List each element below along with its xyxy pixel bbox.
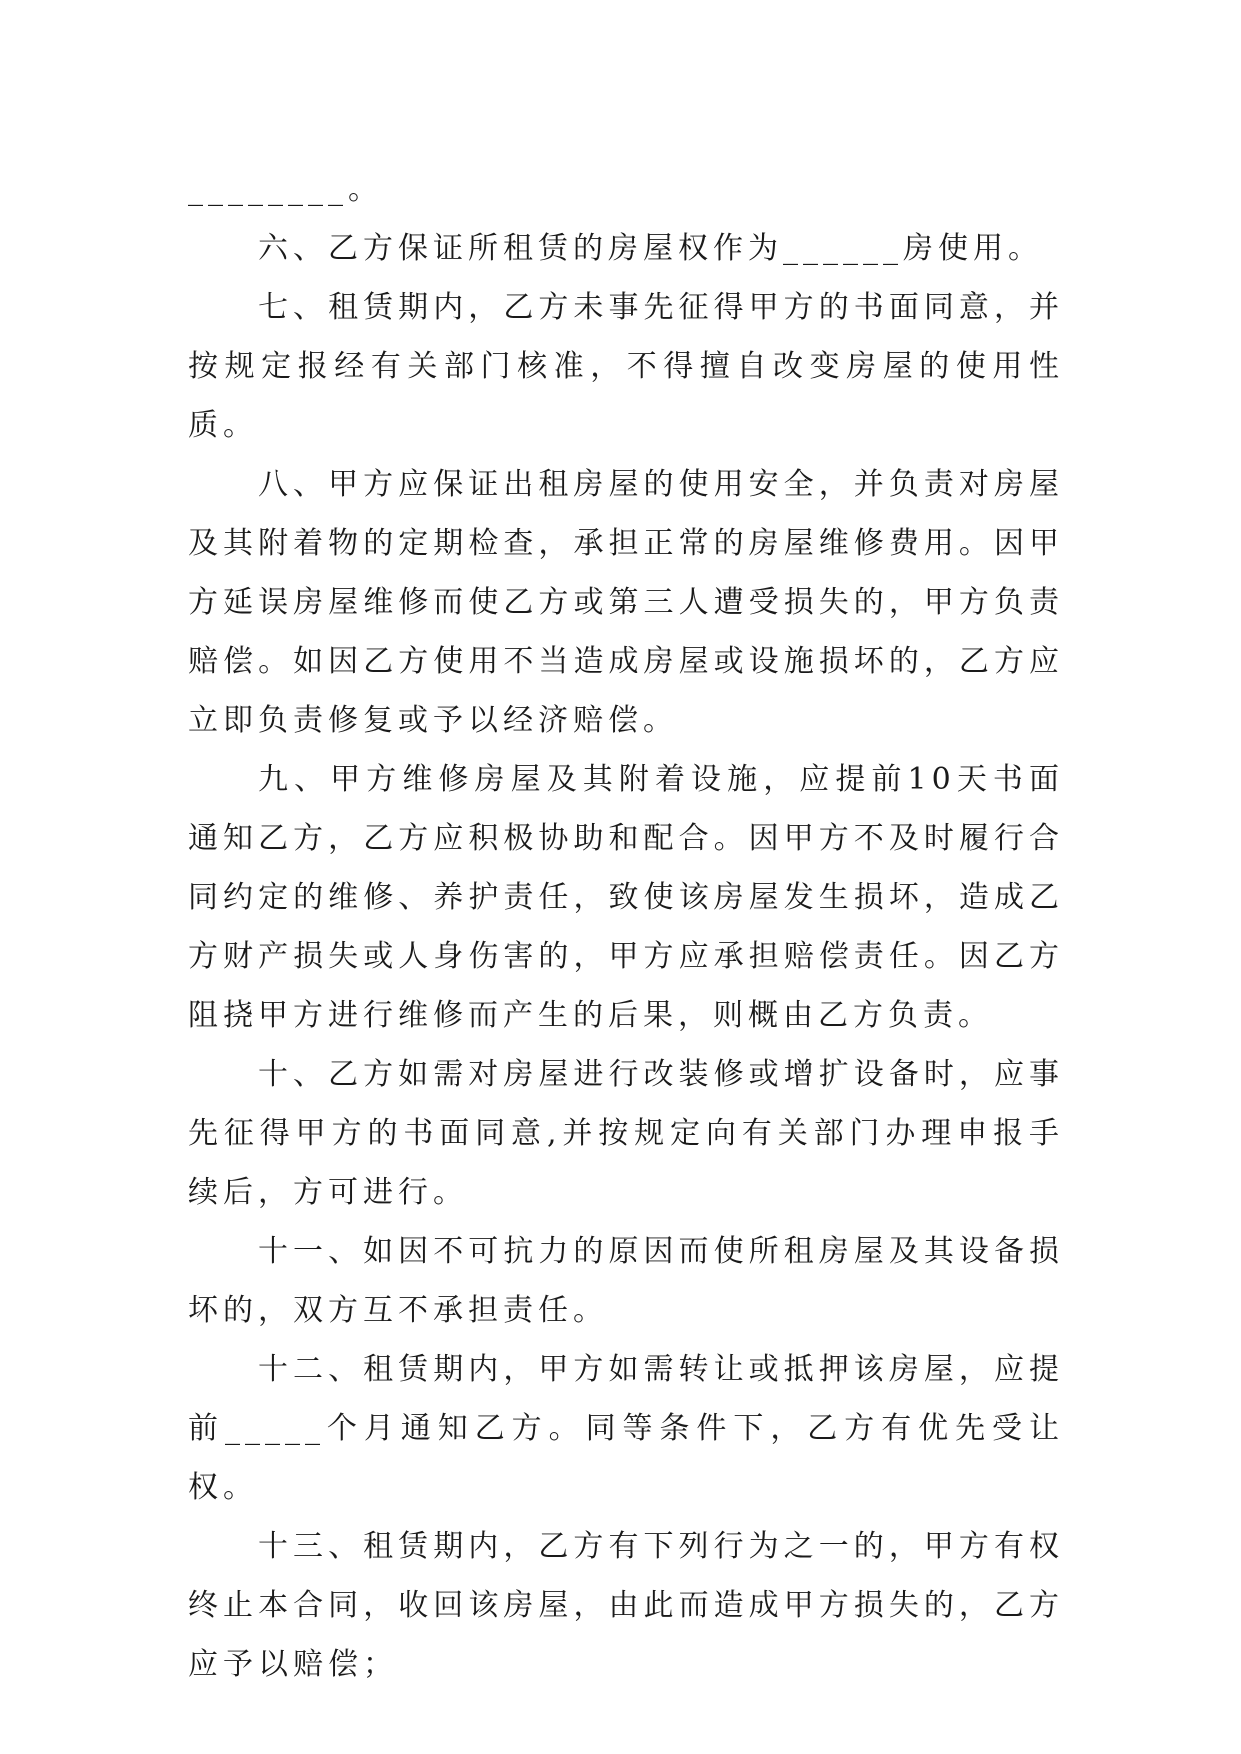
clause-12: 十二、租赁期内，甲方如需转让或抵押该房屋，应提前_____个月通知乙方。同等条件下，乙方有优先受让权。 [188,1352,1064,1505]
clause-13: 十三、租赁期内，乙方有下列行为之一的，甲方有权终止本合同，收回该房屋，由此而造成甲方损失的，乙方应予以赔偿； [188,1529,1064,1682]
clause-6: 六、乙方保证所租赁的房屋权作为______房使用。 [258,231,1043,266]
paragraph-blank-line: ________。 [188,172,383,207]
clause-8: 八、甲方应保证出租房屋的使用安全，并负责对房屋及其附着物的定期检查，承担正常的房屋维修费用。因甲方延误房屋维修而使乙方或第三人遭受损失的，甲方负责赔偿。如因乙方使用不当造成房屋或设施损坏的，乙方应立即负责修复或予以经济赔偿。 [188,467,1064,738]
clause-11: 十一、如因不可抗力的原因而使所租房屋及其设备损坏的，双方互不承担责任。 [188,1234,1064,1328]
clause-9: 九、甲方维修房屋及其附着设施，应提前10天书面通知乙方，乙方应积极协助和配合。因甲方不及时履行合同约定的维修、养护责任，致使该房屋发生损坏，造成乙方财产损失或人身伤害的，甲方应承担赔偿责任。因乙方阻挠甲方进行维修而产生的后果，则概由乙方负责。 [188,762,1064,1033]
document-body [188,160,1064,1694]
clause-7: 七、租赁期内，乙方未事先征得甲方的书面同意，并按规定报经有关部门核准，不得擅自改变房屋的使用性质。 [188,290,1064,443]
clause-10: 十、乙方如需对房屋进行改装修或增扩设备时，应事先征得甲方的书面同意,并按规定向有关部门办理申报手续后，方可进行。 [188,1057,1064,1210]
